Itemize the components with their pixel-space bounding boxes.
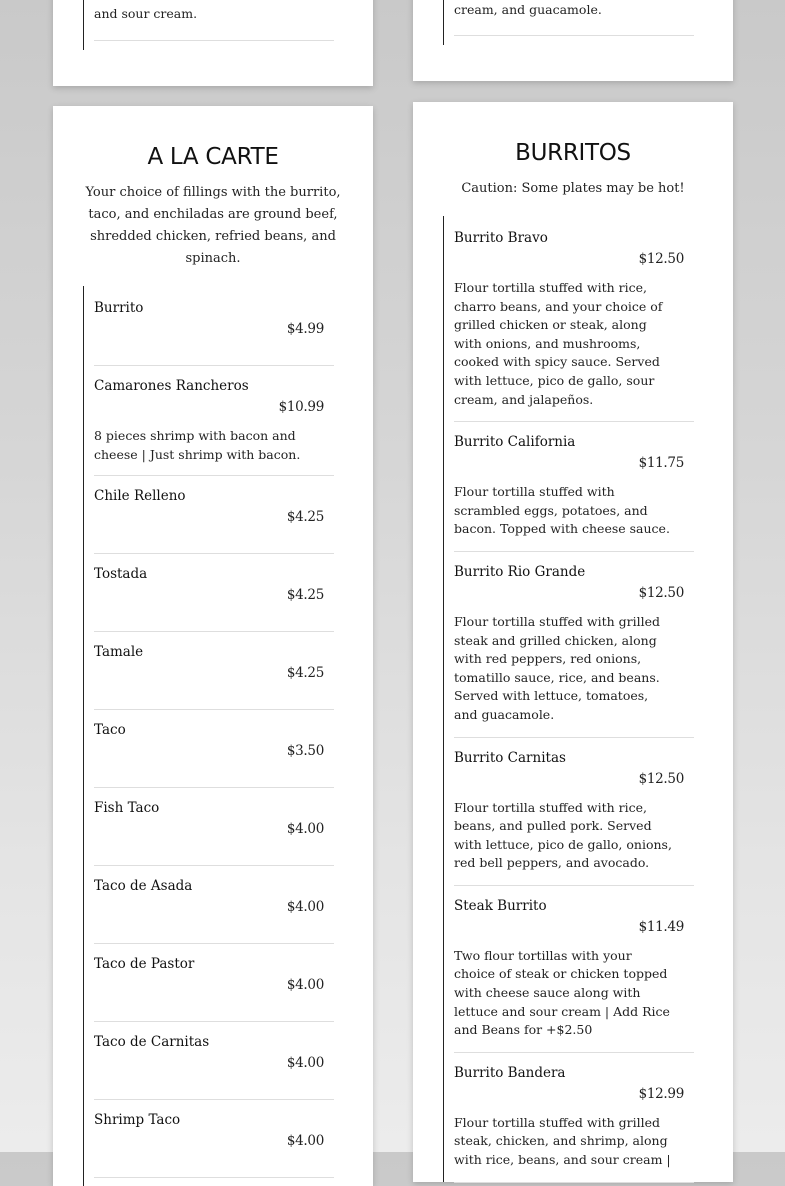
section-intro: Your choice of fillings with the burrito, taco, and enchiladas are ground beef, shredded chicken, refried beans, and spinach. (85, 185, 341, 266)
item-desc-fragment: cream, and guacamole. (454, 2, 602, 17)
menu-item (94, 1022, 334, 1100)
menu-item (94, 866, 334, 944)
menu-item-description: Flour tortilla stuffed with scrambled eggs, potatoes, and bacon. Topped with cheese sauce. (454, 484, 670, 537)
section-title: BURRITOS (515, 140, 631, 166)
menu-item (94, 788, 334, 866)
menu-item-name: Taco de Pastor (94, 956, 195, 973)
menu-item-name: Burrito (94, 300, 144, 316)
menu-item-price: $4.00 (286, 1133, 324, 1150)
menu-item-price: $10.99 (278, 399, 324, 415)
menu-item-name: Taco de Asada (94, 878, 193, 895)
menu-item-spacer (94, 761, 334, 776)
menu-item-price: $4.25 (286, 509, 324, 526)
menu-item (94, 554, 334, 632)
menu-item-spacer (94, 527, 334, 542)
menu-item (454, 1053, 694, 1183)
menu-item (454, 552, 694, 738)
menu-item-price: $12.50 (638, 251, 684, 267)
item-list-rule (83, 286, 84, 1186)
item-divider (454, 35, 694, 36)
a-la-carte-item-list (94, 286, 334, 1178)
menu-item-price: $4.00 (286, 977, 324, 994)
menu-item-price: $4.00 (286, 899, 324, 916)
menu-item-spacer (94, 683, 334, 698)
item-list-rule (443, 0, 444, 45)
section-caution-note: Caution: Some plates may be hot! (461, 181, 685, 196)
item-divider (94, 40, 334, 41)
menu-item-price: $4.25 (286, 665, 324, 682)
menu-item (94, 366, 334, 476)
menu-item-name: Burrito Rio Grande (454, 563, 586, 580)
menu-item (454, 422, 694, 552)
previous-section-card-left (53, 0, 373, 86)
menu-item-name: Burrito Carnitas (454, 749, 566, 766)
menu-item-spacer (94, 605, 334, 620)
menu-item-description: Flour tortilla stuffed with rice, beans, and pulled pork. Served with lettuce, pico de gallo, onions, red bell peppers, and avocado. (454, 799, 672, 871)
menu-item-name: Shrimp Taco (94, 1112, 181, 1129)
menu-item-price: $4.99 (286, 321, 324, 337)
menu-item-name: Camarones Rancheros (94, 378, 249, 394)
menu-item-name: Taco (94, 722, 126, 739)
menu-item-name: Steak Burrito (454, 897, 547, 914)
menu-item-name: Burrito Bandera (454, 1064, 566, 1081)
item-list-rule (83, 0, 84, 50)
menu-item (94, 286, 334, 366)
menu-item-price: $11.75 (638, 455, 684, 472)
menu-item-spacer (94, 1151, 334, 1166)
menu-item-description: Flour tortilla stuffed with rice, charro beans, and your choice of grilled chicken or steak, along with onions, and mushrooms, cooked with spicy sauce. Served with lettuce, pico de gallo, sour cream, and jalapeños. (454, 280, 663, 407)
menu-item (94, 1100, 334, 1178)
menu-item-description: Flour tortilla stuffed with grilled steak, chicken, and shrimp, along with rice, beans, and sour cream | (454, 1114, 671, 1168)
menu-item-name: Burrito Bravo (454, 230, 548, 246)
item-list-rule (443, 216, 444, 1182)
menu-item-name: Tamale (94, 644, 144, 661)
menu-item-price: $12.50 (638, 770, 684, 787)
burritos-card (413, 102, 733, 1182)
menu-item-price: $4.00 (286, 821, 324, 838)
menu-item (94, 944, 334, 1022)
burritos-item-list (454, 216, 694, 1183)
menu-item-price: $11.49 (638, 918, 684, 935)
previous-section-card-right (413, 0, 733, 81)
menu-item-description: Flour tortilla stuffed with grilled steak and grilled chicken, along with red peppers, red onions, tomatillo sauce, rice, and beans. Served with lettuce, tomatoes, and guacamole. (454, 613, 661, 722)
a-la-carte-card (53, 106, 373, 1186)
menu-item-description: Two flour tortillas with your choice of steak or chicken topped with cheese sauce along with lettuce and sour cream | Add Rice and Beans for +$2.50 (454, 947, 670, 1038)
menu-item-spacer (94, 995, 334, 1010)
menu-item-price: $3.50 (286, 743, 324, 760)
menu-item-name: Tostada (94, 566, 148, 583)
menu-item-price: $12.50 (638, 584, 684, 601)
section-title: A LA CARTE (147, 144, 279, 170)
menu-item-name: Taco de Carnitas (94, 1034, 210, 1051)
item-desc-fragment: and sour cream. (94, 6, 198, 21)
menu-item (454, 886, 694, 1053)
menu-item-price: $4.25 (286, 587, 324, 604)
menu-item-price: $12.99 (638, 1085, 684, 1102)
menu-item-price: $4.00 (286, 1055, 324, 1072)
menu-item (454, 738, 694, 886)
menu-item (94, 476, 334, 554)
menu-item-spacer (94, 339, 334, 354)
menu-item-description: 8 pieces shrimp with bacon and cheese | Just shrimp with bacon. (94, 428, 301, 462)
menu-item-name: Burrito California (454, 434, 576, 451)
menu-item (94, 710, 334, 788)
menu-item-spacer (94, 917, 334, 932)
menu-item (454, 216, 694, 422)
menu-item-name: Fish Taco (94, 800, 160, 817)
menu-item-name: Chile Relleno (94, 488, 186, 505)
menu-item-spacer (94, 1073, 334, 1088)
menu-item-spacer (94, 839, 334, 854)
menu-item (94, 632, 334, 710)
